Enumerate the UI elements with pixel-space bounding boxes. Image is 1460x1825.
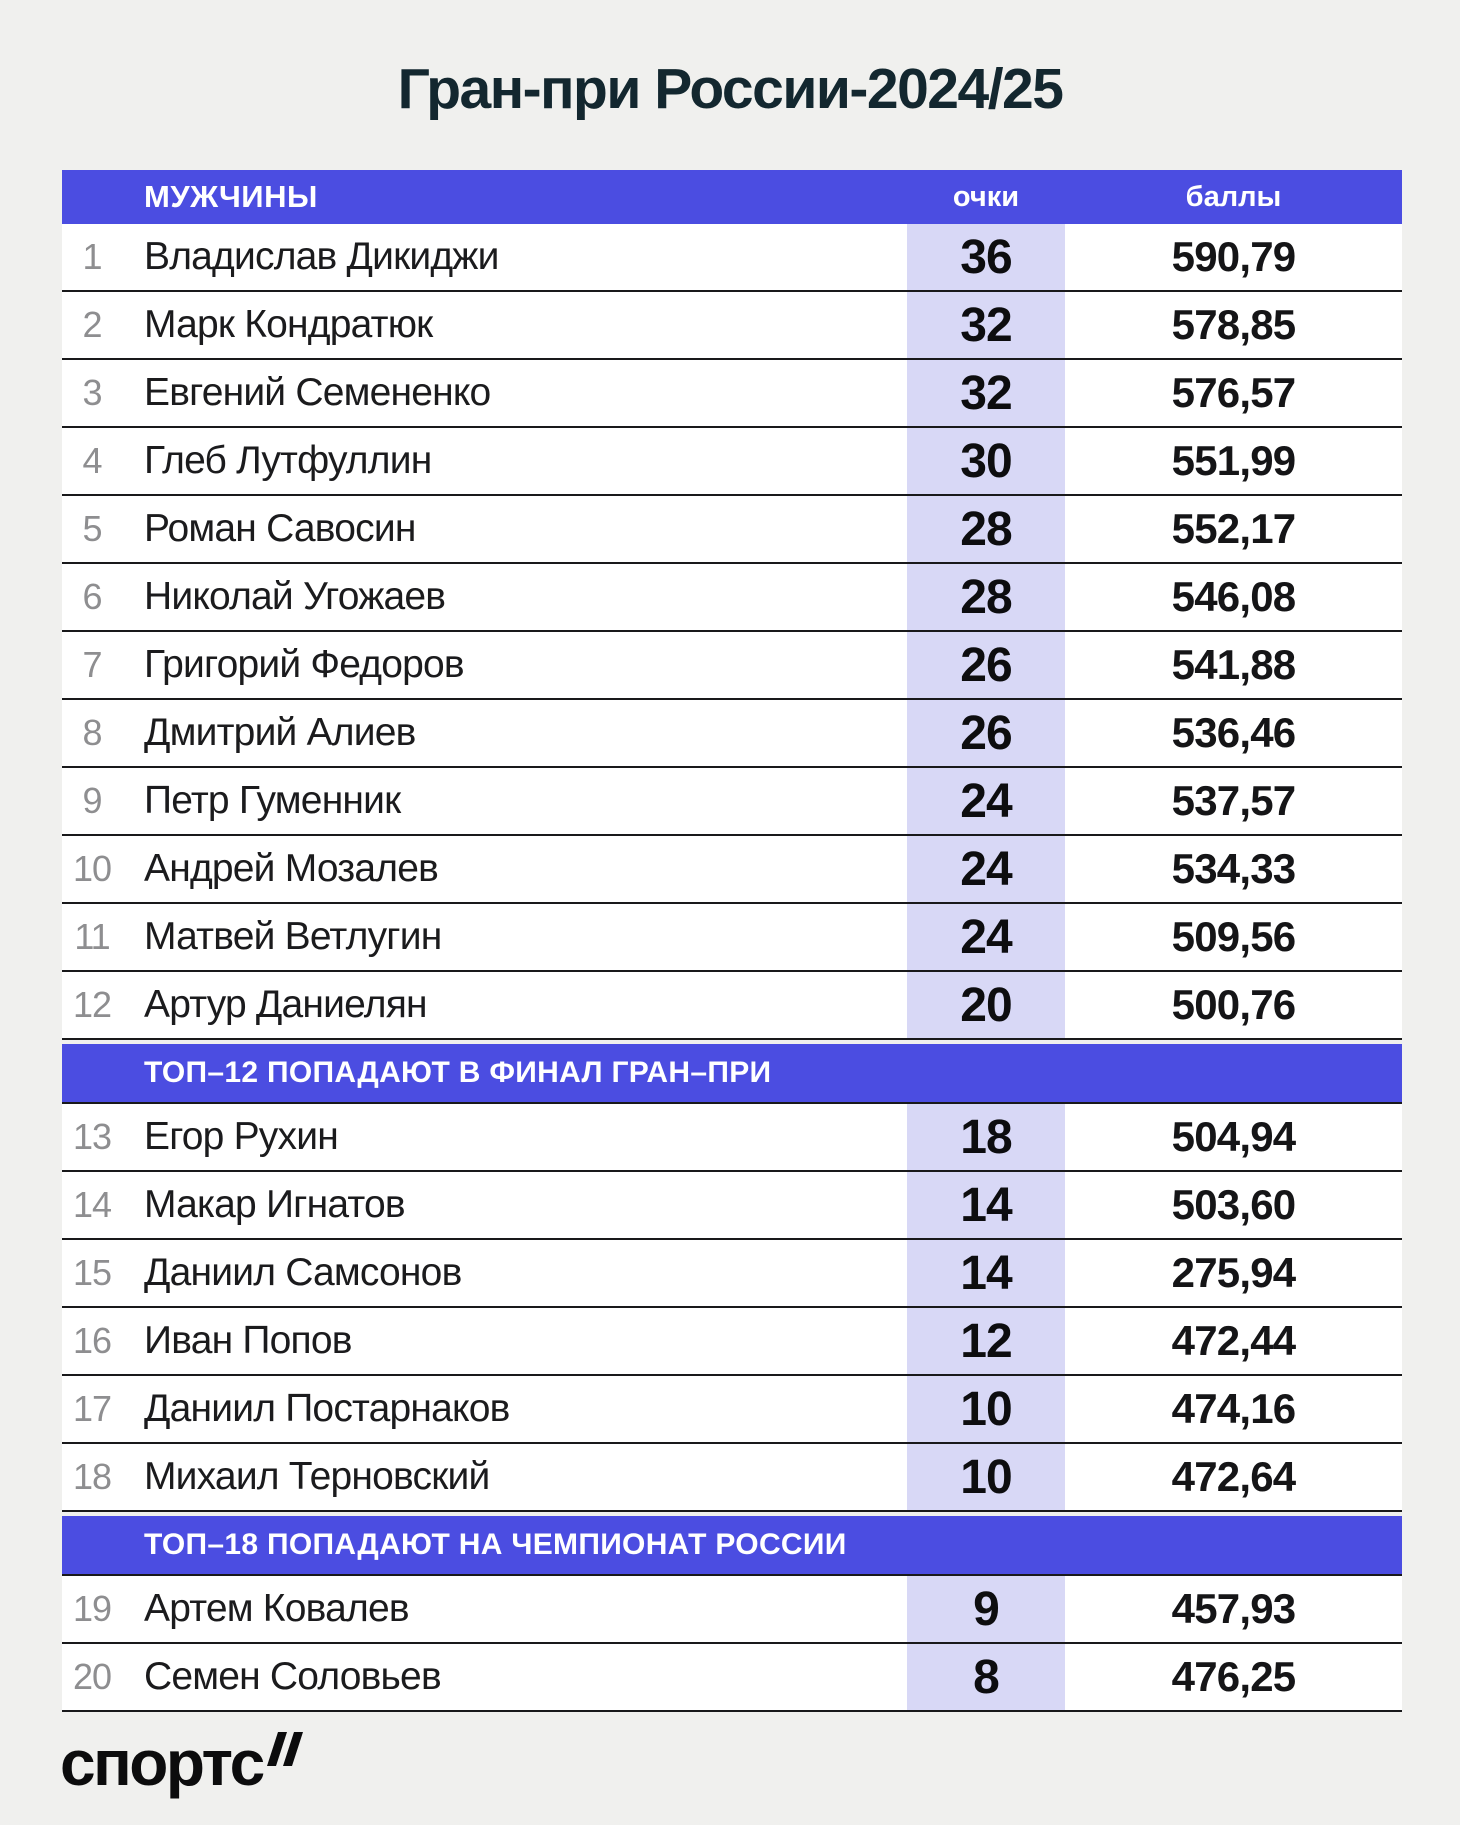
row-skater-name: Марк Кондратюк bbox=[144, 303, 433, 346]
table-row bbox=[62, 428, 1402, 496]
table-row bbox=[62, 1240, 1402, 1308]
table-row bbox=[62, 1444, 1402, 1512]
row-points: 32 bbox=[907, 292, 1065, 358]
row-rank: 17 bbox=[72, 1388, 112, 1429]
row-skater-name: Андрей Мозалев bbox=[144, 847, 439, 890]
row-skater-name: Артур Даниелян bbox=[144, 983, 427, 1026]
row-rank: 11 bbox=[74, 916, 110, 957]
row-rank: 12 bbox=[72, 984, 112, 1025]
row-rank: 9 bbox=[82, 780, 102, 821]
row-points: 14 bbox=[907, 1172, 1065, 1238]
row-points: 20 bbox=[907, 972, 1065, 1038]
row-points: 24 bbox=[907, 768, 1065, 834]
row-points: 14 bbox=[907, 1240, 1065, 1306]
table-header-row bbox=[62, 170, 1402, 224]
row-score: 474,16 bbox=[1171, 1385, 1296, 1432]
row-rank: 3 bbox=[82, 372, 102, 413]
row-score: 576,57 bbox=[1171, 369, 1296, 416]
section-banner: ТОП–12 ПОПАДАЮТ В ФИНАЛ ГРАН–ПРИ bbox=[62, 1044, 1402, 1104]
table-row bbox=[62, 700, 1402, 768]
row-rank: 5 bbox=[82, 508, 102, 549]
table-row bbox=[62, 768, 1402, 836]
row-score: 476,25 bbox=[1171, 1653, 1296, 1700]
row-rank: 7 bbox=[82, 644, 102, 685]
row-rank: 4 bbox=[82, 440, 102, 481]
row-score: 590,79 bbox=[1171, 233, 1296, 280]
row-skater-name: Петр Гуменник bbox=[144, 779, 401, 822]
row-score: 472,64 bbox=[1171, 1453, 1296, 1500]
table-row bbox=[62, 1308, 1402, 1376]
row-points: 28 bbox=[907, 564, 1065, 630]
table-row bbox=[62, 1172, 1402, 1240]
row-rank: 16 bbox=[72, 1320, 112, 1361]
row-rank: 18 bbox=[72, 1456, 112, 1497]
row-points: 9 bbox=[907, 1576, 1065, 1642]
table-row bbox=[62, 1104, 1402, 1172]
row-points: 24 bbox=[907, 904, 1065, 970]
row-skater-name: Роман Савосин bbox=[144, 507, 416, 550]
table-row bbox=[62, 972, 1402, 1040]
row-rank: 19 bbox=[72, 1588, 112, 1629]
sports-logo-mark-icon bbox=[259, 1732, 305, 1766]
row-rank: 2 bbox=[82, 304, 102, 345]
row-points: 8 bbox=[907, 1644, 1065, 1710]
row-rank: 20 bbox=[72, 1656, 112, 1697]
table-row bbox=[62, 632, 1402, 700]
row-skater-name: Владислав Дикиджи bbox=[144, 235, 499, 278]
column-header-score: баллы bbox=[1185, 180, 1282, 213]
row-skater-name: Евгений Семененко bbox=[144, 371, 491, 414]
row-score: 534,33 bbox=[1171, 845, 1296, 892]
standings-table bbox=[62, 170, 1402, 1712]
row-skater-name: Григорий Федоров bbox=[144, 643, 464, 686]
row-skater-name: Егор Рухин bbox=[144, 1115, 338, 1158]
table-row bbox=[62, 836, 1402, 904]
table-row bbox=[62, 292, 1402, 360]
row-skater-name: Семен Соловьев bbox=[144, 1655, 441, 1698]
row-score: 551,99 bbox=[1171, 437, 1296, 484]
row-points: 30 bbox=[907, 428, 1065, 494]
row-skater-name: Николай Угожаев bbox=[144, 575, 446, 618]
row-points: 36 bbox=[907, 224, 1065, 290]
sports-logo bbox=[60, 1727, 305, 1799]
section-banner: ТОП–18 ПОПАДАЮТ НА ЧЕМПИОНАТ РОССИИ bbox=[62, 1516, 1402, 1576]
column-header-points: очки bbox=[952, 180, 1020, 213]
table-body bbox=[62, 224, 1402, 1712]
row-score: 457,93 bbox=[1171, 1585, 1296, 1632]
row-points: 24 bbox=[907, 836, 1065, 902]
table-row bbox=[62, 564, 1402, 632]
row-points: 18 bbox=[907, 1104, 1065, 1170]
table-row bbox=[62, 904, 1402, 972]
row-score: 275,94 bbox=[1171, 1249, 1296, 1296]
column-header-category: МУЖЧИНЫ bbox=[144, 179, 318, 214]
table-row bbox=[62, 496, 1402, 564]
row-skater-name: Дмитрий Алиев bbox=[144, 711, 416, 754]
table-row bbox=[62, 1644, 1402, 1712]
row-skater-name: Иван Попов bbox=[144, 1319, 352, 1362]
row-points: 12 bbox=[907, 1308, 1065, 1374]
row-rank: 1 bbox=[82, 236, 102, 277]
row-skater-name: Матвей Ветлугин bbox=[144, 915, 442, 958]
row-skater-name: Глеб Лутфуллин bbox=[144, 439, 432, 482]
row-points: 10 bbox=[907, 1376, 1065, 1442]
table-row bbox=[62, 224, 1402, 292]
row-skater-name: Михаил Терновский bbox=[144, 1455, 490, 1498]
row-rank: 13 bbox=[72, 1116, 112, 1157]
row-skater-name: Даниил Самсонов bbox=[144, 1251, 462, 1294]
row-rank: 14 bbox=[72, 1184, 112, 1225]
row-score: 503,60 bbox=[1171, 1181, 1296, 1228]
row-score: 546,08 bbox=[1171, 573, 1296, 620]
row-score: 500,76 bbox=[1171, 981, 1296, 1028]
row-skater-name: Даниил Постарнаков bbox=[144, 1387, 510, 1430]
row-score: 552,17 bbox=[1171, 505, 1296, 552]
sports-logo-text: спортс bbox=[60, 1727, 263, 1799]
page-title: Гран-при России-2024/25 bbox=[397, 57, 1063, 121]
table-row bbox=[62, 1576, 1402, 1644]
row-points: 28 bbox=[907, 496, 1065, 562]
row-score: 504,94 bbox=[1171, 1113, 1296, 1160]
row-skater-name: Артем Ковалев bbox=[144, 1587, 409, 1630]
row-points: 26 bbox=[907, 632, 1065, 698]
row-score: 509,56 bbox=[1171, 913, 1296, 960]
row-score: 536,46 bbox=[1171, 709, 1296, 756]
row-skater-name: Макар Игнатов bbox=[144, 1183, 405, 1226]
row-points: 26 bbox=[907, 700, 1065, 766]
table-row bbox=[62, 1376, 1402, 1444]
row-score: 472,44 bbox=[1171, 1317, 1296, 1364]
row-rank: 15 bbox=[72, 1252, 112, 1293]
row-rank: 6 bbox=[82, 576, 102, 617]
row-score: 541,88 bbox=[1171, 641, 1296, 688]
row-rank: 8 bbox=[82, 712, 102, 753]
table-row bbox=[62, 360, 1402, 428]
row-score: 578,85 bbox=[1171, 301, 1296, 348]
row-score: 537,57 bbox=[1171, 777, 1296, 824]
row-points: 10 bbox=[907, 1444, 1065, 1510]
row-rank: 10 bbox=[72, 848, 112, 889]
row-points: 32 bbox=[907, 360, 1065, 426]
